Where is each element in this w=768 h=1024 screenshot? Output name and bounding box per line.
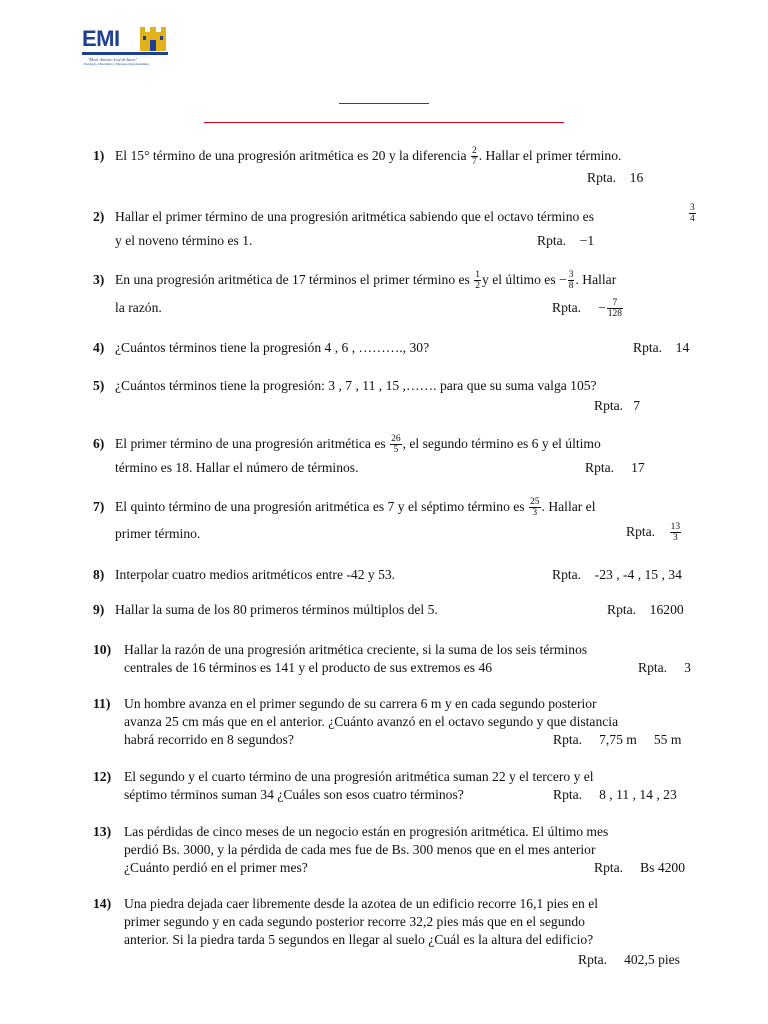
problem-text: la razón. — [115, 300, 162, 315]
problem-text: primer segundo y en cada segundo posterior recorre 32,2 pies más que en el segundo — [124, 914, 585, 929]
answer: Rpta. −1 — [537, 233, 595, 248]
answer: Rpta. 7 — [594, 398, 641, 413]
logo-band — [82, 52, 168, 55]
problem-text: término es 18. Hallar el número de términos. — [115, 460, 359, 475]
problem-text: . Hallar — [575, 272, 617, 287]
castle-icon — [138, 24, 168, 52]
logo-text: EMI — [82, 26, 120, 51]
answer: Rpta. 402,5 pies — [578, 952, 680, 967]
answer: Rpta. -23 , -4 , 15 , 34 — [552, 567, 682, 582]
problem-text: El primer término de una progresión aritmética es — [115, 436, 386, 451]
answer: Rpta. 7,75 m 55 m — [553, 732, 682, 747]
problem-text: . Hallar el — [541, 499, 596, 514]
title-underline-short — [339, 103, 429, 104]
problem-text: centrales de 16 términos es 141 y el producto de sus extremos es 46 — [124, 660, 493, 675]
fraction: $\frac{2}{7}$ — [471, 146, 477, 168]
problem-number: 8) — [93, 567, 105, 582]
problem-text: ¿Cuántos términos tiene la progresión 4 , 6 , ………., 30? — [115, 340, 430, 355]
problem-text: habrá recorrido en 8 segundos? — [124, 732, 294, 747]
problem-number: 9) — [93, 602, 105, 617]
problem-text: Una piedra dejada caer libremente desde la azotea de un edificio recorre 16,1 pies en el — [124, 896, 599, 911]
problem-text: Hallar la suma de los 80 primeros términos múltiplos del 5. — [115, 602, 438, 617]
answer: Rpta. 16200 — [607, 602, 684, 617]
problem-text: ¿Cuántos términos tiene la progresión: 3 , 7 , 11 , 15 ,……. para que su suma valga 105? — [115, 378, 597, 393]
problem-number: 13) — [93, 824, 112, 839]
problem-text: Hallar el primer término de una progresión aritmética sabiendo que el octavo término es — [115, 209, 595, 224]
fraction: $\frac{3}{4}$ — [690, 203, 695, 225]
logo-motto: "Mcal. Antonio José de Sucre" — [88, 57, 138, 62]
fraction: $\frac{1}{2}$ — [475, 270, 480, 292]
fraction: $\frac{25}{3}$ — [530, 497, 540, 519]
problem-number: 14) — [93, 896, 112, 911]
problem-text: Interpolar cuatro medios aritméticos entre -42 y 53. — [115, 567, 396, 582]
problem-text: En una progresión aritmética de 17 términos el primer término es — [115, 272, 470, 287]
emi-logo — [80, 22, 172, 70]
problem-text: y el noveno término es 1. — [115, 233, 253, 248]
problem-number: 7) — [93, 499, 105, 514]
answer: Rpta. $\frac{13}{3}$ — [626, 522, 681, 544]
problem-number: 4) — [93, 340, 105, 355]
problem-text: . Hallar el primer término. — [478, 148, 622, 163]
answer: Rpta. 17 — [585, 460, 645, 475]
answer: Rpta. − $\frac{7}{128}$ — [552, 298, 622, 320]
problem-text: avanza 25 cm más que en el anterior. ¿Cuánto avanzó en el octavo segundo y que distancia — [124, 714, 619, 729]
problem-text: El quinto término de una progresión aritmética es 7 y el séptimo término es — [115, 499, 525, 514]
problem-text: , el segundo término es 6 y el último — [402, 436, 601, 451]
problem-number: 1) — [93, 148, 105, 163]
problem-text: ¿Cuánto perdió en el primer mes? — [124, 860, 308, 875]
problem-number: 10) — [93, 642, 112, 657]
answer: Rpta. Bs 4200 — [594, 860, 686, 875]
problem-text: séptimo términos suman 34 ¿Cuáles son esos cuatro términos? — [124, 787, 464, 802]
answer: Rpta. 16 — [587, 170, 644, 185]
fraction: $\frac{3}{8}$ — [568, 270, 574, 292]
problem-number: 12) — [93, 769, 112, 784]
problem-text: Las pérdidas de cinco meses de un negocio están en progresión aritmética. El último mes — [124, 824, 609, 839]
problem-text: Hallar la razón de una progresión aritmética creciente, si la suma de los seis términos — [124, 642, 588, 657]
fraction: $\frac{26}{5}$ — [391, 434, 401, 456]
problem-number: 6) — [93, 436, 105, 451]
problem-number: 5) — [93, 378, 105, 393]
answer: Rpta. 8 , 11 , 14 , 23 — [553, 787, 677, 802]
title-underline-long — [204, 122, 564, 123]
problem-text: perdió Bs. 3000, y la pérdida de cada mes fue de Bs. 300 menos que en el mes anterior — [124, 842, 596, 857]
problem-text: Un hombre avanza en el primer segundo de su carrera 6 m y en cada segundo posterior — [124, 696, 597, 711]
problem-text: y el último es − — [482, 272, 567, 287]
problem-number: 2) — [93, 209, 105, 224]
problem-number: 3) — [93, 272, 105, 287]
answer: Rpta. 14 — [633, 340, 690, 355]
problem-text: anterior. Si la piedra tarda 5 segundos en llegar al suelo ¿Cuál es la altura del edificio? — [124, 932, 594, 947]
problem-text: El 15° término de una progresión aritmética es 20 y la diferencia — [115, 148, 467, 163]
logo-motto-sub: Prestigio, Disciplina y Mejores Oportunidades — [84, 62, 150, 66]
problem-number: 11) — [93, 696, 111, 711]
problem-text: primer término. — [115, 526, 201, 541]
problem-text: El segundo y el cuarto término de una progresión aritmética suman 22 y el tercero y el — [124, 769, 594, 784]
answer: Rpta. 3 — [638, 660, 691, 675]
